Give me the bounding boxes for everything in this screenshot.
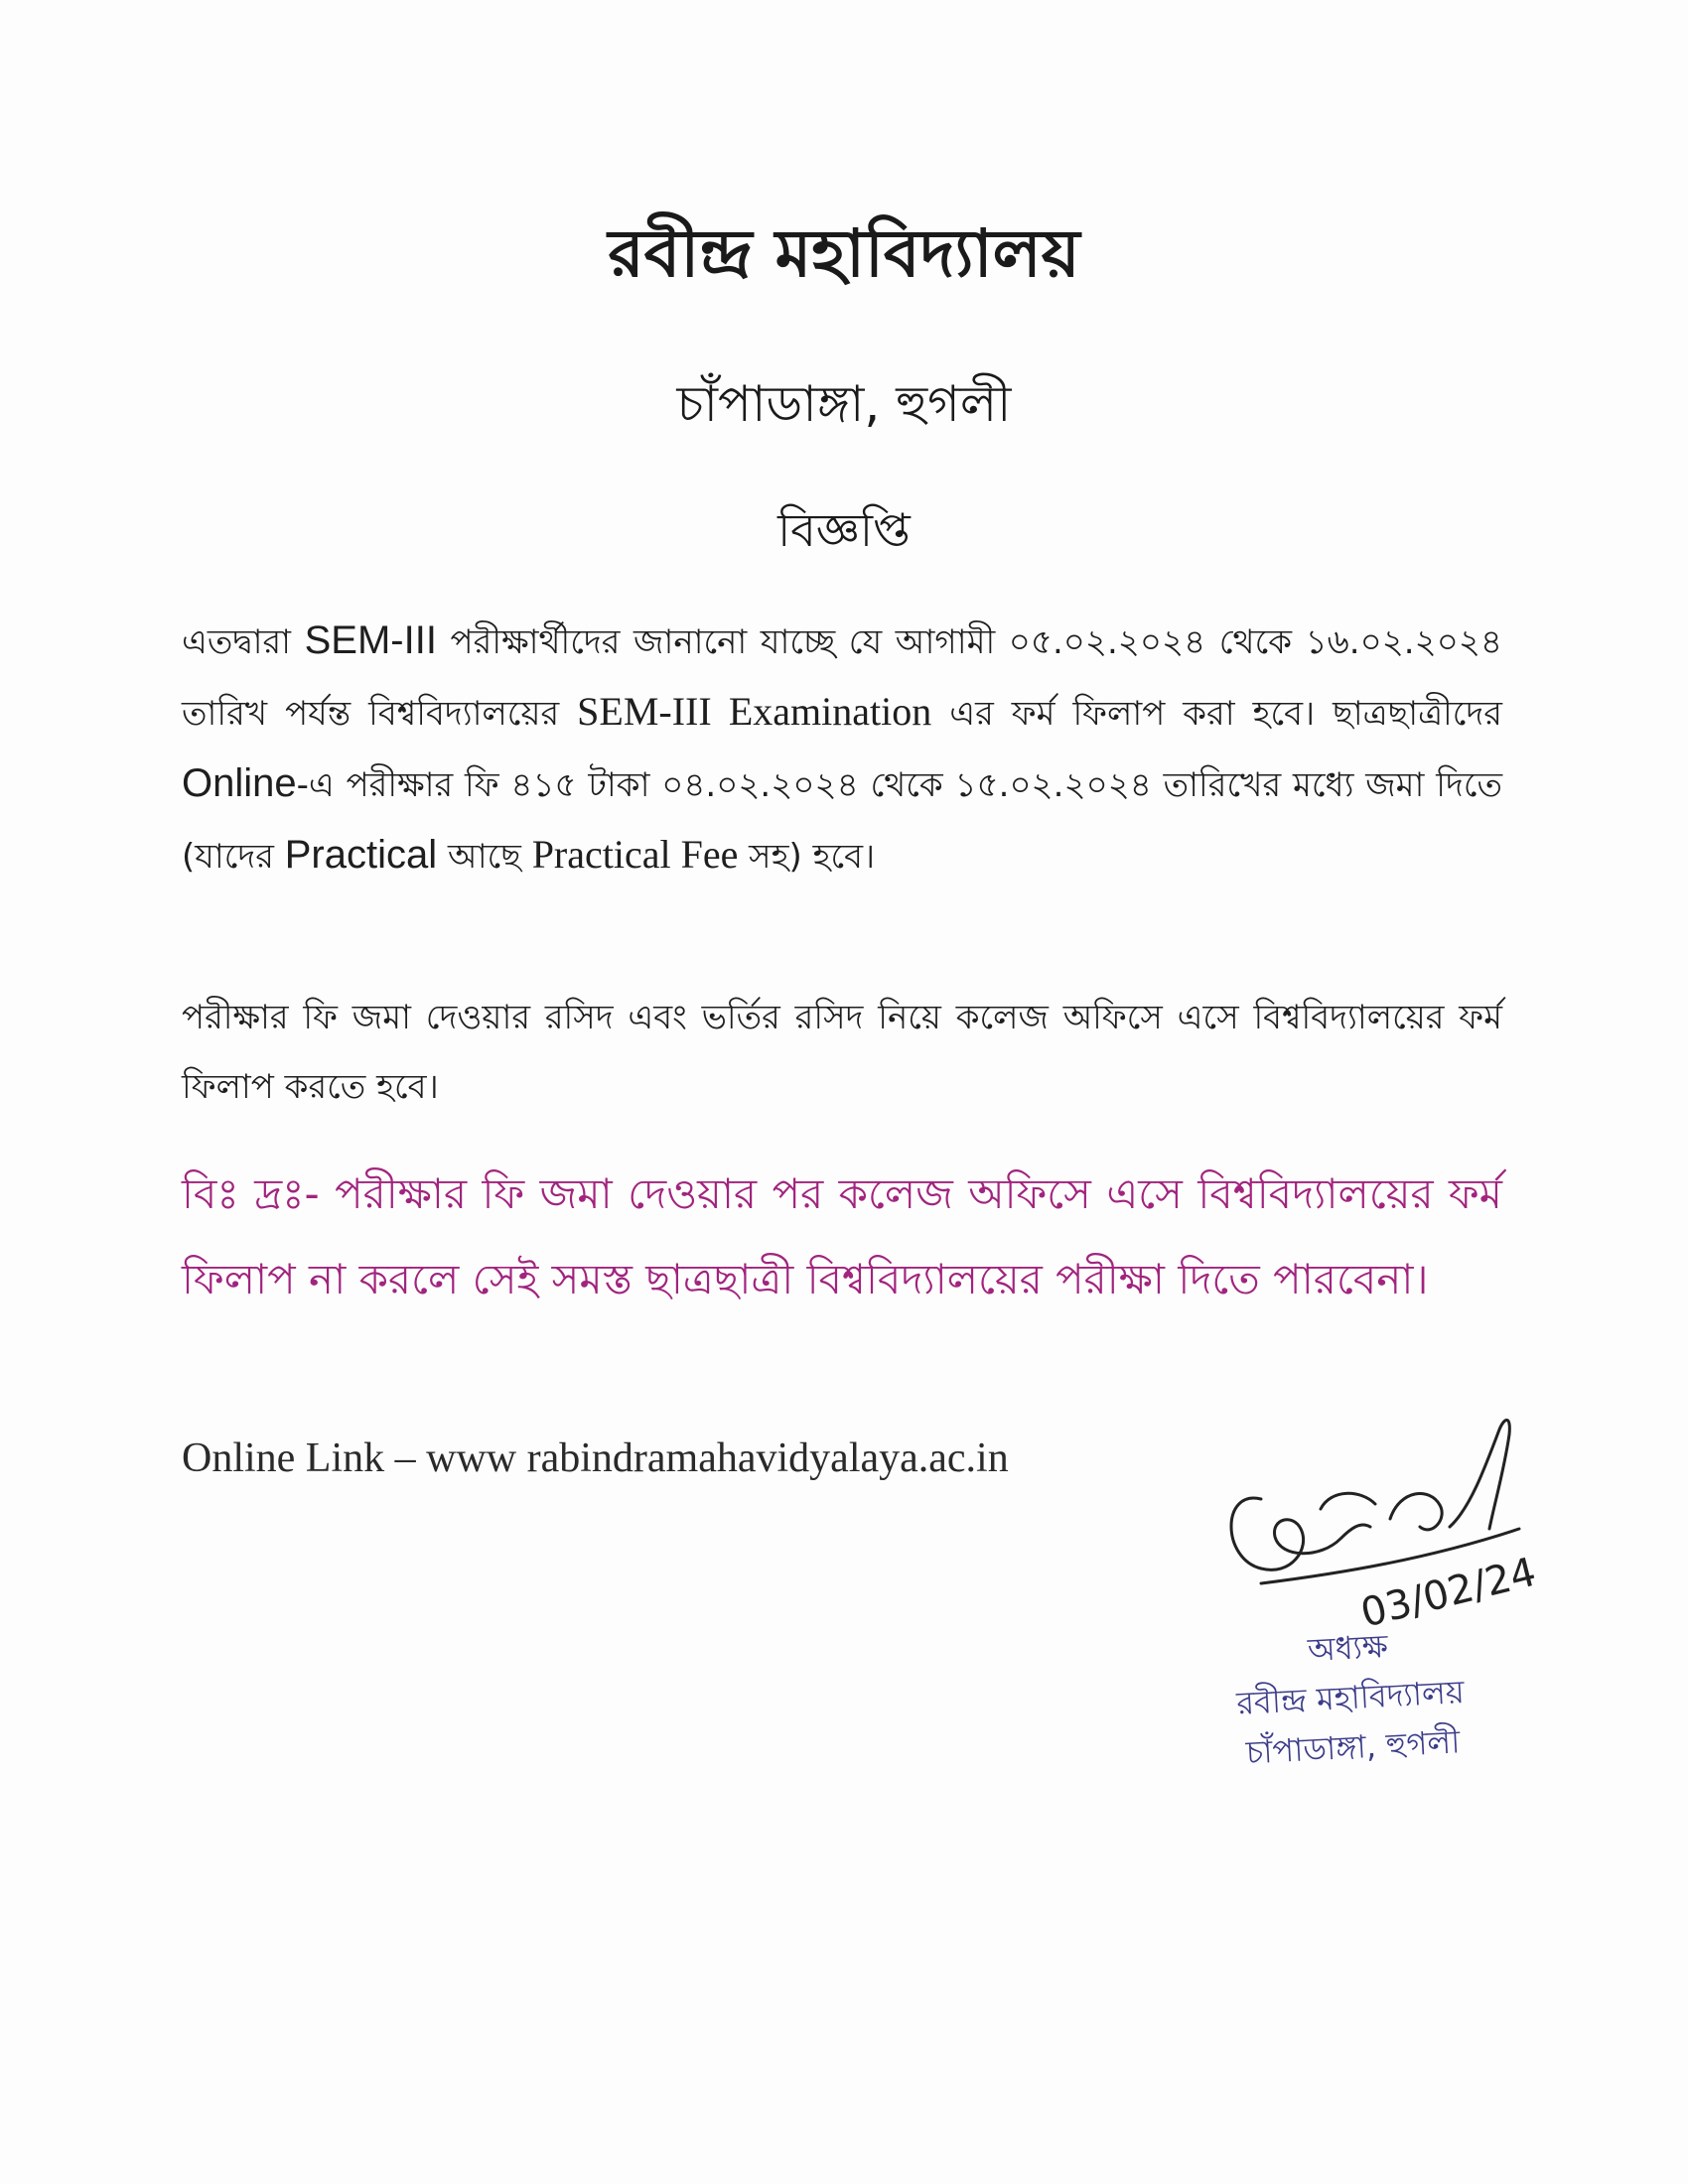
principal-signature bbox=[1201, 1410, 1599, 1648]
para1-text-2: পরীক্ষার্থীদের জানানো যাচ্ছে যে আগামী ০৫.০২.২০২৪ থেকে ১৬.০২.২০২৪ তারিখ পর্যন্ত বিশ্ববিদ্যালয়ের bbox=[182, 622, 1502, 734]
stamp-college: রবীন্দ্র মহাবিদ্যালয় bbox=[1235, 1673, 1466, 1722]
para1-text-4: -এ পরীক্ষার ফি ৪১৫ টাকা ০৪.০২.২০২৪ থেকে ১৫.০২.২০২৪ তারিখের মধ্যে জমা দিতে (যাদের bbox=[182, 765, 1502, 877]
principal-stamp bbox=[1168, 1614, 1532, 1782]
notice-paragraph-1 bbox=[182, 606, 1502, 891]
practical-label: Practical bbox=[284, 833, 438, 877]
para1-text-3: এর ফর্ম ফিলাপ করা হবে। ছাত্রছাত্রীদের bbox=[931, 694, 1502, 734]
college-place: চাঁপাডাঙ্গা, হুগলী bbox=[676, 375, 1012, 433]
sem-label: SEM-III bbox=[304, 618, 437, 662]
handwritten-date: 03/02/24 bbox=[1356, 1549, 1541, 1637]
notice-paragraph-2: পরীক্ষার ফি জমা দেওয়ার রসিদ এবং ভর্তির রসিদ নিয়ে কলেজ অফিসে এসে বিশ্ববিদ্যালয়ের ফর্ম ফিলাপ করতে হবে। bbox=[182, 998, 1502, 1107]
online-label: Online bbox=[182, 761, 297, 805]
para1-text-1: এতদ্বারা bbox=[182, 622, 305, 662]
stamp-place: চাঁপাডাঙ্গা, হুগলী bbox=[1244, 1722, 1462, 1772]
para1-text-6: সহ) হবে। bbox=[738, 837, 876, 877]
online-link: Online Link – www rabindramahavidyalaya.ac.in bbox=[182, 1435, 1009, 1481]
college-name: রবীন্দ্র মহাবিদ্যালয় bbox=[608, 215, 1080, 292]
para1-text-5: আছে bbox=[437, 837, 532, 877]
notice-title: বিজ্ঞপ্তি bbox=[777, 503, 911, 557]
sem-examination-label: SEM-III Examination bbox=[577, 689, 932, 734]
practical-fee-label: Practical Fee bbox=[531, 832, 739, 877]
important-note: বিঃ দ্রঃ- পরীক্ষার ফি জমা দেওয়ার পর কলেজ অফিসে এসে বিশ্ববিদ্যালয়ের ফর্ম ফিলাপ না করলে সেই সমস্ত ছাত্রছাত্রী বিশ্ববিদ্যালয়ের পরীক্ষা দিতে পারবেনা। bbox=[182, 1169, 1502, 1303]
stamp-title: অধ্যক্ষ bbox=[1307, 1626, 1389, 1670]
